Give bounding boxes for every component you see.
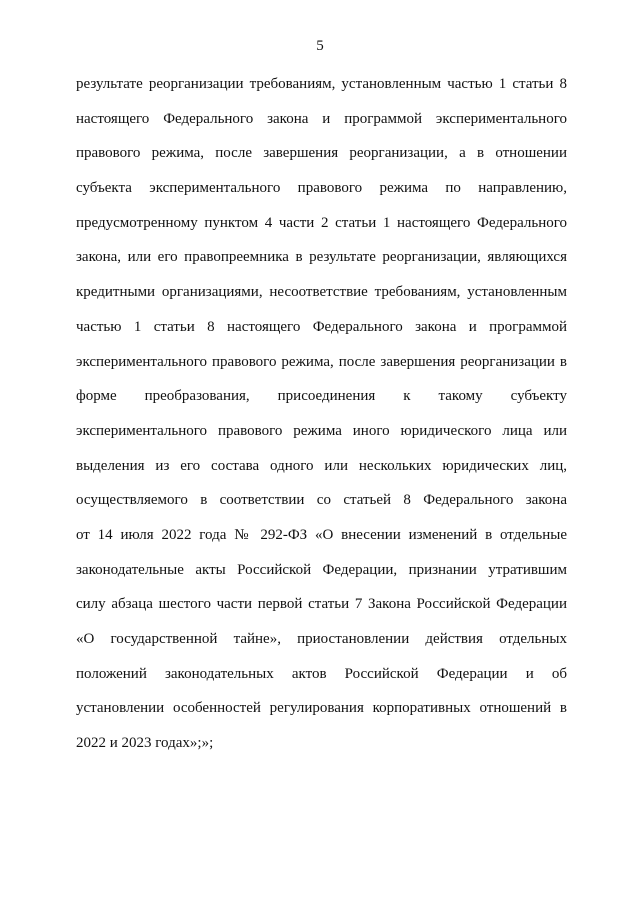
text-line: от 14 июля 2022 года № 292-ФЗ «О внесении изменений в отдельные (76, 526, 567, 543)
text-line: результате реорганизации требованиям, установленным частью 1 статьи 8 (76, 76, 567, 92)
text-line: кредитными организациями, несоответствие требованиям, установленным (76, 284, 567, 301)
text-line: правового режима, после завершения реорганизации, а в отношении (76, 145, 567, 162)
page-number: 5 (316, 38, 324, 54)
text-line: выделения из его состава одного или нескольких юридических лиц, (76, 457, 567, 474)
text-line: субъекта экспериментального правового режима по направлению, (76, 180, 567, 197)
text-line: «О государственной тайне», приостановлении действия отдельных (76, 631, 567, 647)
text-line: экспериментального правового режима иного юридического лица или (76, 422, 567, 439)
text-line: частью 1 статьи 8 настоящего Федерального закона и программой (76, 318, 567, 335)
text-line: экспериментального правового режима, после завершения реорганизации в (76, 353, 567, 370)
text-line: положений законодательных актов Российской Федерации и об (76, 665, 567, 682)
document-body (76, 74, 567, 768)
text-line: установлении особенностей регулирования корпоративных отношений в (76, 700, 567, 717)
text-line: 2022 и 2023 годах»;»; (76, 735, 214, 752)
text-line: законодательные акты Российской Федерации, признании утратившим (76, 561, 567, 578)
text-line: настоящего Федерального закона и программой экспериментального (76, 110, 567, 127)
text-line: закона, или его правопреемника в результате реорганизации, являющихся (76, 249, 567, 266)
text-line: силу абзаца шестого части первой статьи 7 Закона Российской Федерации (76, 596, 567, 613)
text-line: предусмотренному пунктом 4 части 2 статьи 1 настоящего Федерального (76, 214, 567, 231)
text-line: осуществляемого в соответствии со статьей 8 Федерального закона (76, 492, 567, 509)
text-line: форме преобразования, присоединения к такому субъекту (76, 388, 567, 405)
